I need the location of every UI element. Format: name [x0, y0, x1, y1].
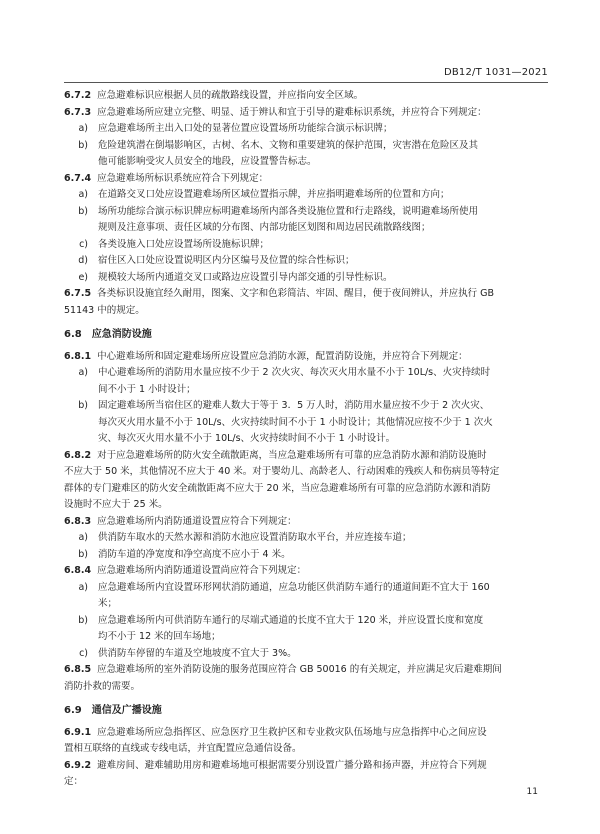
clause-6-7-4: 6.7.4 应急避难场所标识系统应符合下列规定：	[64, 172, 269, 184]
clause-6-9-2: 6.9.2 避难房间、避难辅助用房和避难场地可根据需要分别设置广播分路和扬声器，并应符合下列规	[64, 759, 487, 771]
clause-6-8-4: 6.8.4 应急避难场所内消防通道设置尚应符合下列规定：	[64, 565, 307, 576]
list-item-continuation: 他可能影响受灾人员安全的地段，应设置警告标志。	[98, 156, 317, 167]
clause-continuation: 置相互联络的直线或专线电话，并宜配置应急通信设备。	[64, 743, 302, 754]
list-item-continuation: 均不小于 12 米的回车场地；	[98, 631, 221, 642]
document-code: DB12/T 1031—2021	[443, 67, 548, 78]
list-item: b) 消防车道的净宽度和净空高度不应小于 4 米。	[78, 548, 291, 560]
list-item: a) 中心避难场所的消防用水量应按不少于 2 次火灾、每次灭火用水量不小于 10L/s、火灾持续时	[78, 367, 491, 378]
list-item-continuation: 米；	[98, 598, 118, 609]
list-item: c) 供消防车停留的车道及空地坡度不宜大于 3%。	[79, 647, 297, 659]
list-item-continuation: 灾、每次灭火用水量不小于 10L/s、火灾持续时间不小于 1 小时设计。	[98, 433, 396, 444]
document-body	[64, 88, 548, 791]
list-item: a) 应急避难场所内宜设置环形网状消防通道，应急功能区供消防车通行的通道间距不宜大于 160	[78, 581, 490, 593]
clause-continuation: 定：	[64, 776, 84, 787]
list-item: d) 宿住区入口处应设置说明区内分区编号及位置的综合性标识；	[78, 255, 355, 266]
list-item: b) 危险建筑潜在倒塌影响区，古树、名木、文物和重要建筑的保护范围，灾害潜在危险区及其	[78, 139, 479, 151]
clause-6-8-5: 6.8.5 应急避难场所的室外消防设施的服务范围应符合 GB 50016 的有关规定，并应满足灾后避难期间	[64, 664, 502, 675]
clause-6-9-1: 6.9.1 应急避难场所应急指挥区、应急医疗卫生救护区和专业救灾队伍场地与应急指挥中心之间应设	[64, 726, 487, 738]
clause-6-8-1: 6.8.1 中心避难场所和固定避难场所应设置应急消防水源，配置消防设施，并应符合下列规定：	[64, 350, 468, 362]
list-item: a) 供消防车取水的天然水源和消防水池应设置消防取水平台，并应连接车道；	[78, 532, 412, 543]
section-heading-6-9: 6.9 通信及广播设施	[64, 705, 162, 716]
list-item: a) 应急避难场所主出入口处的显著位置应设置场所功能综合演示标识牌；	[78, 123, 393, 134]
list-item: b) 固定避难场所当宿住区的避难人数大于等于 3．5 万人时，消防用水量应按不少于 2 次火灾、	[78, 400, 490, 411]
clause-continuation: 设施时不应大于 25 米。	[64, 499, 168, 510]
list-item: b) 应急避难场所内可供消防车通行的尽端式通道的长度不宜大于 120 米，并应设置长度和宽度	[78, 614, 484, 626]
header-divider	[64, 82, 548, 83]
clause-continuation: 不应大于 50 米，其他情况不应大于 40 米。对于婴幼儿、高龄老人、行动困难的残疾人和伤病员等特定	[64, 466, 500, 477]
clause-6-7-5: 6.7.5 各类标识设施宜经久耐用，图案、文字和色彩简洁、牢固、醒目，便于夜间辨认，并应执行 GB	[64, 288, 494, 299]
list-item: e) 规模较大场所内通道交叉口或路边应设置引导内部交通的引导性标识。	[78, 271, 393, 283]
clause-continuation: 51143 中的规定。	[64, 304, 145, 316]
clause-6-7-3: 6.7.3 应急避难场所应建立完整、明显、适于辨认和宜于引导的避难标识系统，并应符合下列规定：	[64, 106, 487, 118]
list-item-continuation: 每次灭火用水量不小于 10L/s、火灾持续时间不小于 1 小时设计；其他情况应按不少于 1 次火	[98, 416, 493, 428]
page-number: 11	[526, 787, 538, 797]
list-item-continuation: 规则及注意事项、责任区域的分布图、内部功能区划图和周边居民疏散路线图；	[98, 222, 431, 233]
list-item-continuation: 间不小于 1 小时设计；	[98, 383, 196, 395]
clause-6-8-3: 6.8.3 应急避难场所内消防通道设置应符合下列规定：	[64, 515, 297, 527]
section-heading-6-8: 6.8 应急消防设施	[64, 329, 152, 340]
clause-6-7-2: 6.7.2 应急避难标识应根据人员的疏散路线设置，并应指向安全区域。	[64, 90, 364, 101]
clause-continuation: 消防扑救的需要。	[64, 680, 141, 692]
clause-6-8-2: 6.8.2 对于应急避难场所的防火安全疏散距离，当应急避难场所有可靠的应急消防水源和消防设施时	[64, 449, 487, 461]
list-item: a) 在道路交叉口处应设置避难场所区域位置指示牌，并应指明避难场所的位置和方向；	[78, 189, 450, 200]
list-item: c) 各类设施入口处应设置场所设施标识牌；	[79, 238, 270, 250]
clause-continuation: 群体的专门避难区的防火安全疏散距离不应大于 20 米，当应急避难场所有可靠的应急消防水源和消防	[64, 482, 491, 494]
list-item: b) 场所功能综合演示标识牌应标明避难场所内部各类设施位置和行走路线，说明避难场所使用	[78, 205, 479, 217]
